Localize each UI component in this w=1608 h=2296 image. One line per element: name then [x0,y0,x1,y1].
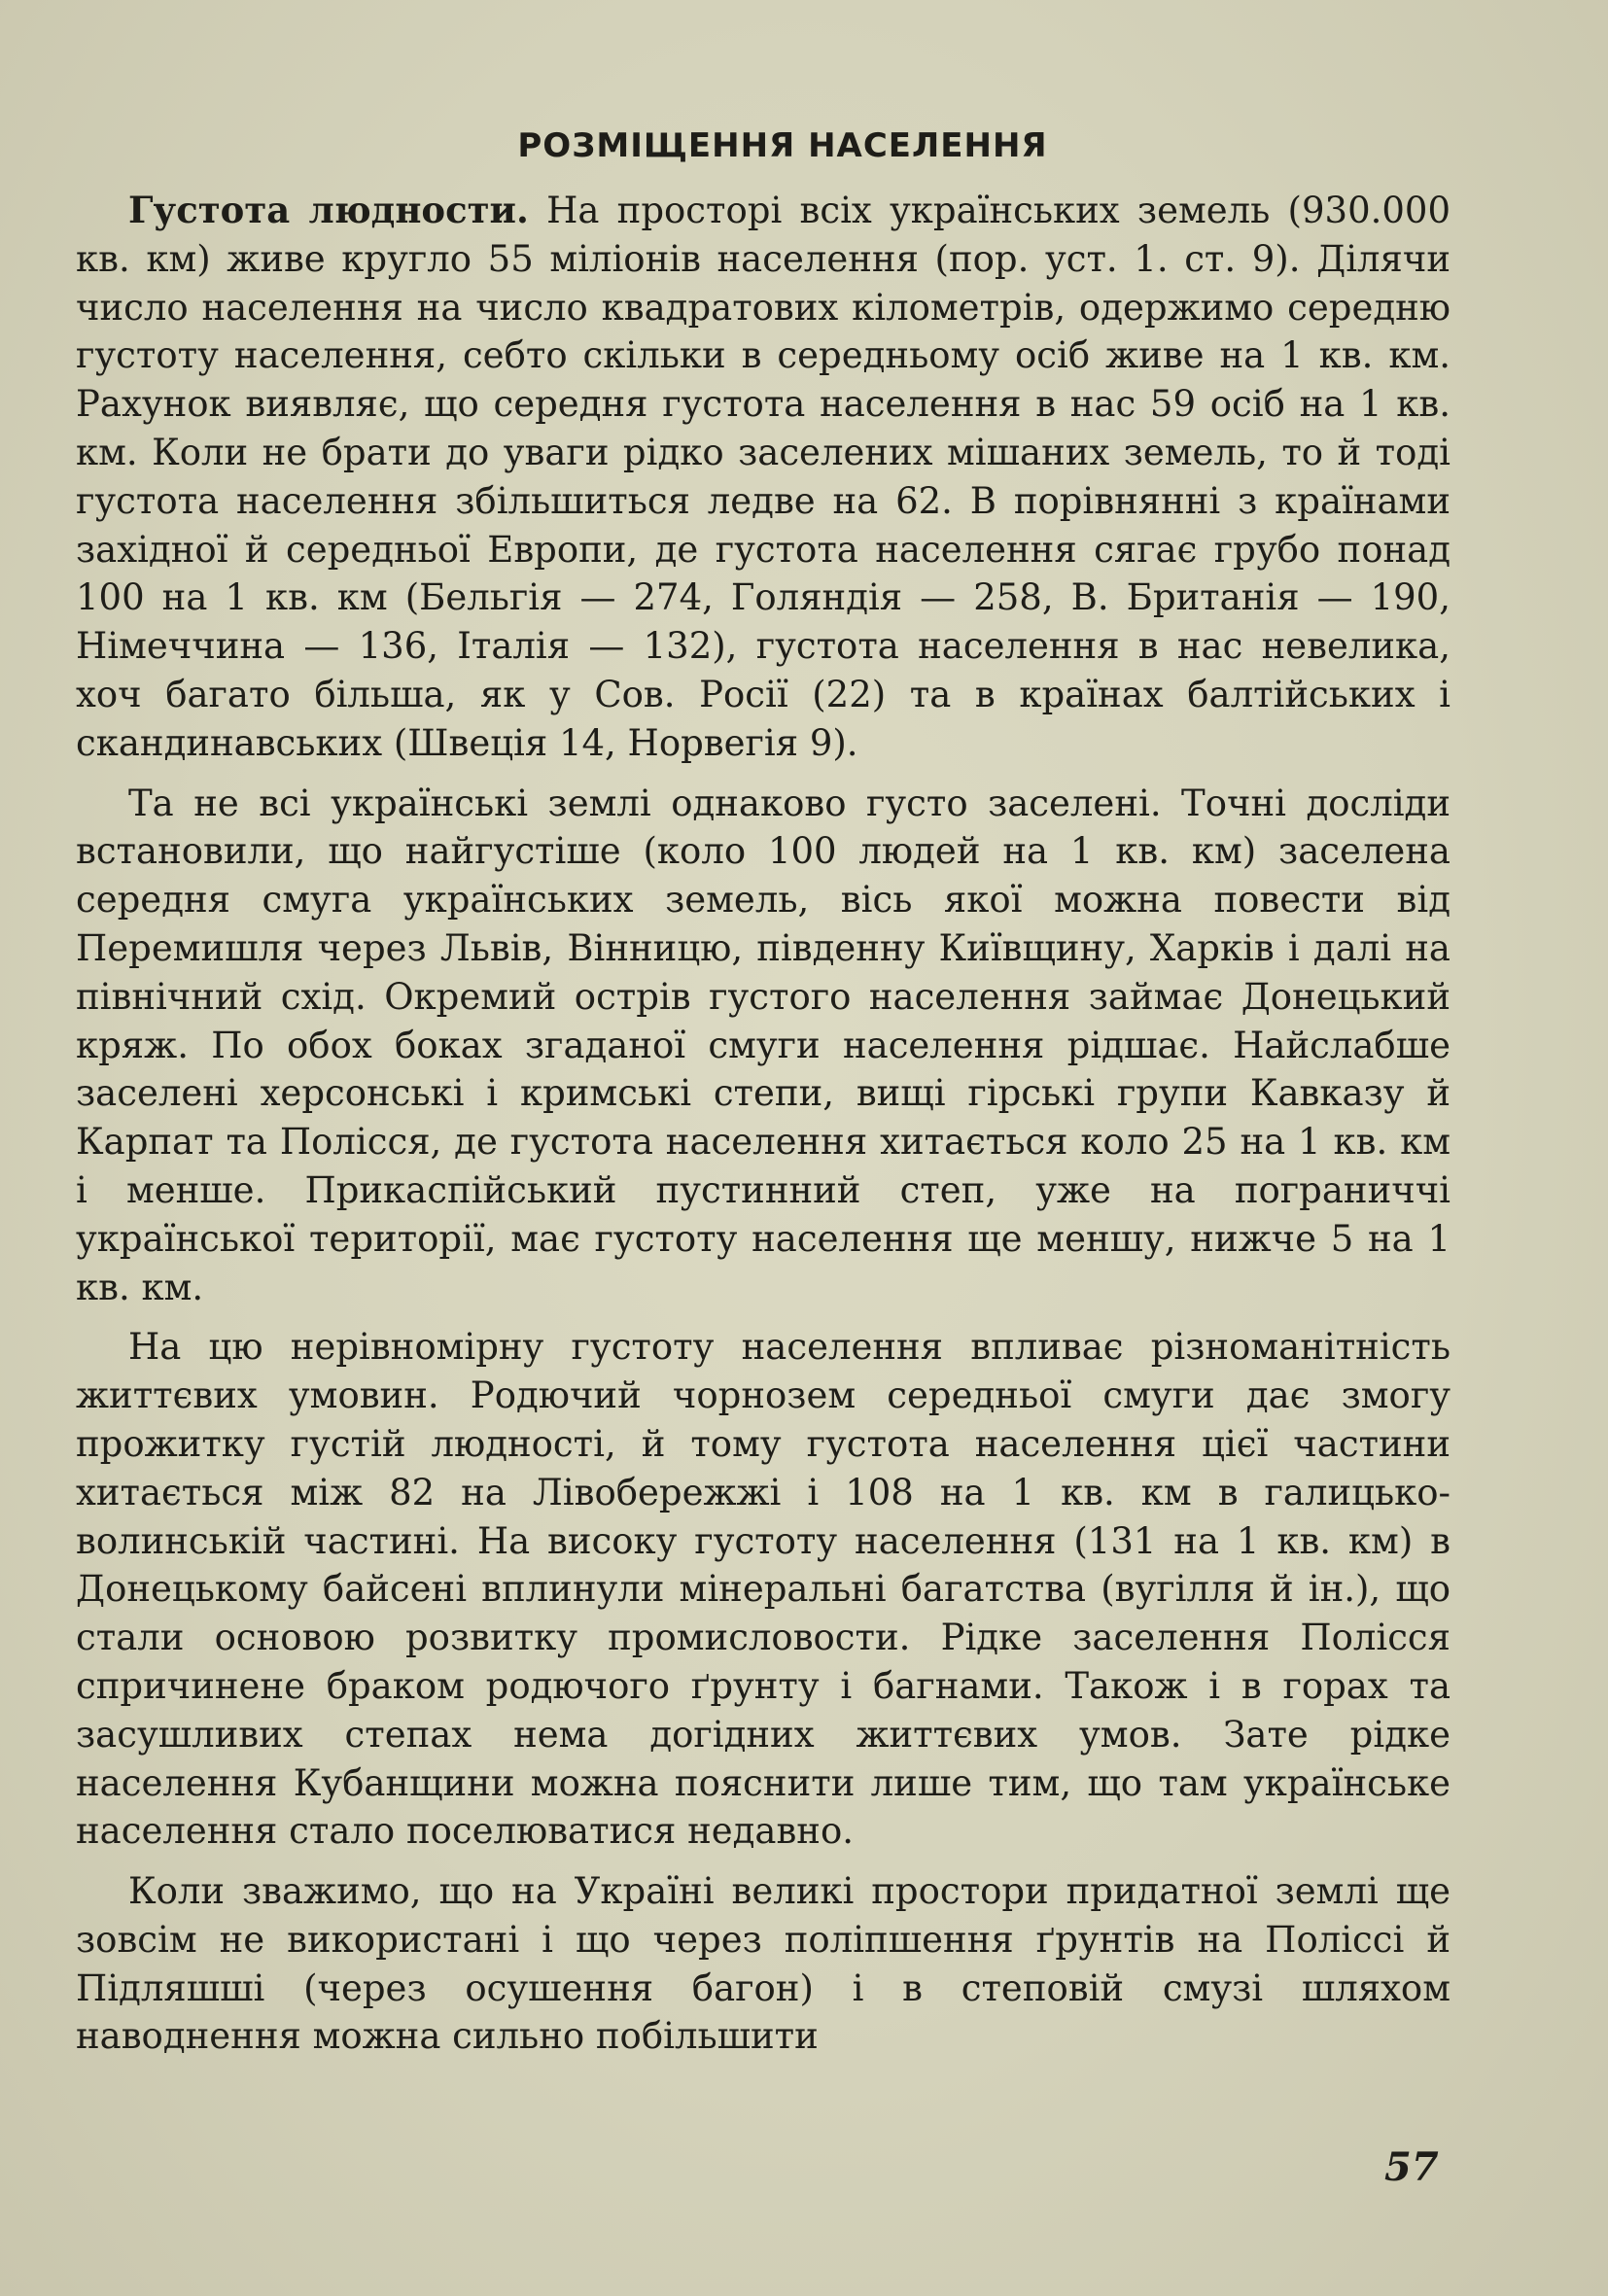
page-content [76,115,1451,2072]
paragraph-text: Коли зважимо, що на Україні великі простори придатної землі ще зовсім не використані і що через поліпшення ґрунтів на Поліссі й Підляшші (через осушення багон) і в степовій смузі шляхом наводнення можна сильно побільшити [76,1870,1451,2058]
paragraph-4 [76,1867,1451,2061]
page-number: 57 [1384,2144,1439,2190]
section-title: РОЗМІЩЕННЯ НАСЕЛЕННЯ [517,126,1048,165]
paragraph-text: На просторі всіх українських земель (930.000 кв. км) живе кругло 55 міліонів населення (пор. уст. 1. ст. 9). Ділячи число населення на число квадратових кілометрів, одержимо середню густоту населення, себто скільки в середньому осіб живе на 1 кв. км. Рахунок виявляє, що середня густота населення в нас 59 осіб на 1 кв. км. Коли не брати до уваги рідко заселених мішаних земель, то й тоді густота населення збільшиться ледве на 62. В порівнянні з країнами західної й середньої Европи, де густота населення сягає грубо понад 100 на 1 кв. км (Бельгія — 274, Голяндія — 258, В. Британія — 190, Німеччина — 136, Італія — 132), густота населення в нас невелика, хоч багато більша, як у Сов. Росії (22) та в країнах балтійських і скандинавських (Швеція 14, Норвегія 9). [76,190,1451,764]
paragraph-text: На цю нерівномірну густоту населення впливає різноманітність життєвих умовин. Родючий чорнозем середньої смуги дає змогу прожитку густій людності, й тому густота населення цієї частини хитається між 82 на Лівобережжі і 108 на 1 кв. км в галицько-волинській частині. На високу густоту населення (131 на 1 кв. км) в Донецькому байсені вплинули мінеральні багатства (вугілля й ін.), що стали основою розвитку промисловости. Рідке заселення Полісся спричинене браком родючого ґрунту і багнами. Також і в горах та засушливих степах нема догідних життєвих умов. Зате рідке населення Кубанщини можна пояснити лише тим, що там українське населення стало поселюватися недавно. [76,1326,1451,1853]
paragraph-lead-term: Густота людности. [128,189,529,231]
paragraph-3 [76,1323,1451,1856]
paragraph-text: Та не всі українські землі однаково густо заселені. Точні досліди встановили, що найгустіше (коло 100 людей на 1 кв. км) заселена середня смуга українських земель, вісь якої можна повести від Перемишля через Львів, Вінницю, південну Київщину, Харків і далі на північний схід. Окремий острів густого населення займає Донецький кряж. По обох боках згаданої смуги населення рідшає. Найслабше заселені херсонські і кримські степи, вищі гірські групи Кавказу й Карпат та Полісся, де густота населення хитається коло 25 на 1 кв. км і менше. Прикаспійський пустинний степ, уже на пограниччі української території, має густоту населення ще меншу, нижче 5 на 1 кв. км. [76,782,1451,1308]
paragraph-1 [76,187,1451,768]
paragraph-2 [76,780,1451,1312]
